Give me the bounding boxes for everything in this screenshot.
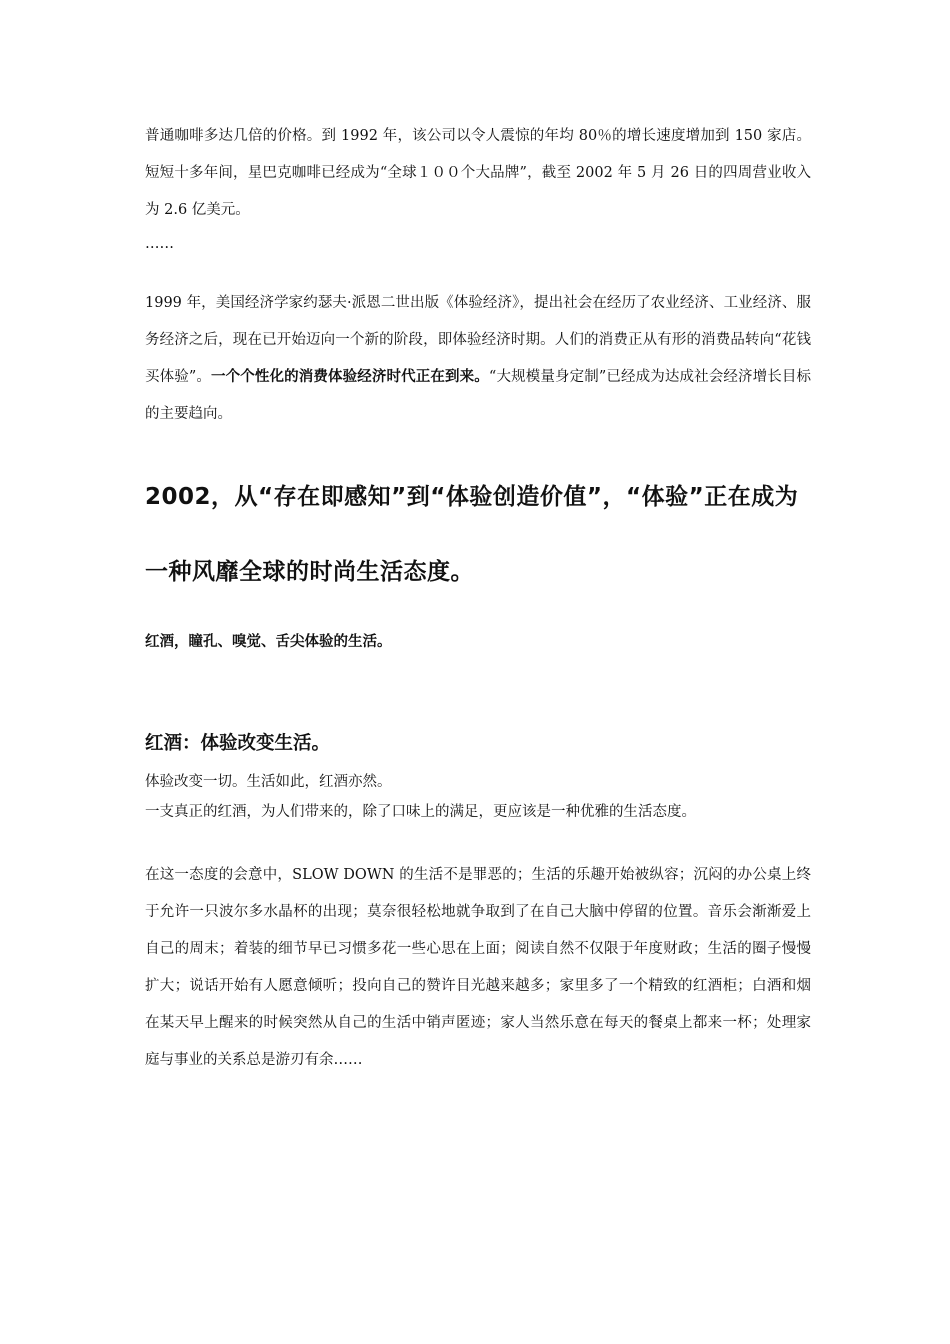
subheading: 红酒，瞳孔、嗅觉、舌尖体验的生活。 <box>145 634 392 650</box>
ellipsis: …… <box>145 236 174 252</box>
intro-line-1: 体验改变一切。生活如此，红酒亦然。 <box>145 774 392 790</box>
paragraph-experience-economy <box>145 285 811 433</box>
paragraph-text-end: “大规模量身定制”已经成为达成社会经济增长目标的主要趋向。 <box>145 369 811 422</box>
document-page <box>145 118 811 1079</box>
paragraph-starbucks: 普通咖啡多达几倍的价格。到 1992 年，该公司以令人震惊的年均 80％的增长速度增加到 150 家店。短短十多年间，星巴克咖啡已经成为“全球１００个大品牌”，截至 2002 年 5 月 26 日的四周营业收入为 2.6 亿美元。 <box>145 128 811 218</box>
section-title: 红酒：体验改变生活。 <box>145 733 331 754</box>
paragraph-text: 1999 年，美国经济学家约瑟夫·派恩二世出版《体验经济》，提出社会在经历了农业经济、工业经济、服务经济之后，现在已开始迈向一个新的阶段，即体验经济时期。人们的消费正从有形的消费品转向“花钱买体验”。 <box>145 295 811 385</box>
emphasis-text: 一个个性化的消费体验经济时代正在到来。 <box>211 369 489 385</box>
intro-line-2: 一支真正的红酒，为人们带来的，除了口味上的满足，更应该是一种优雅的生活态度。 <box>145 804 696 820</box>
headline: 2002，从“存在即感知”到“体验创造价值”，“体验”正在成为一种风靡全球的时尚生活态度。 <box>145 484 799 585</box>
paragraph-lifestyle: 在这一态度的会意中，SLOW DOWN 的生活不是罪恶的；生活的乐趣开始被纵容；沉闷的办公桌上终于允许一只波尔多水晶杯的出现；莫奈很轻松地就争取到了在自己大脑中停留的位置。音乐会渐渐爱上自己的周末；着装的细节早已习惯多花一些心思在上面；阅读自然不仅限于年度财政；生活的圈子慢慢扩大；说话开始有人愿意倾听；投向自己的赞许目光越来越多；家里多了一个精致的红酒柜；白酒和烟在某天早上醒来的时候突然从自己的生活中销声匿迹；家人当然乐意在每天的餐桌上都来一杯；处理家庭与事业的关系总是游刃有余…… <box>145 867 811 1068</box>
